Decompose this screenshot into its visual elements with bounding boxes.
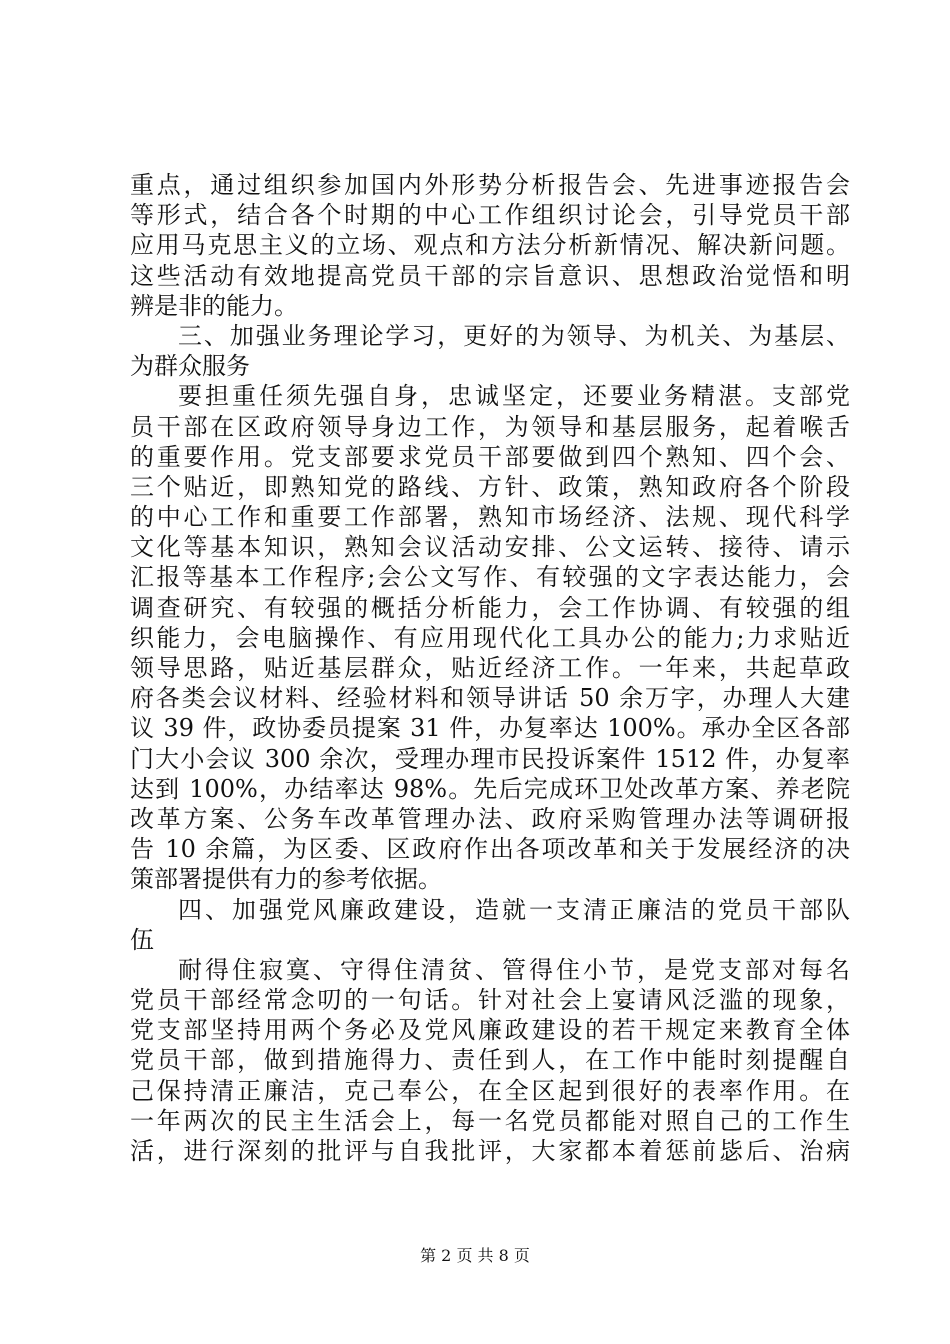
body-text-line: 达到 100%，办结率达 98%。先后完成环卫处改革方案、养老院 <box>130 774 850 803</box>
body-text-line: 领导思路，贴近基层群众，贴近经济工作。一年来，共起草政 <box>130 654 850 682</box>
body-text-line: 耐得住寂寞、守得住清贫、管得住小节，是党支部对每名 <box>178 955 850 984</box>
body-text-line: 党员干部经常念叨的一句话。针对社会上宴请风泛滥的现象， <box>130 986 850 1015</box>
body-text-line: 的中心工作和重要工作部署，熟知市场经济、法规、现代科学 <box>130 503 850 532</box>
body-text-line: 调查研究、有较强的概括分析能力，会工作协调、有较强的组 <box>130 593 850 622</box>
body-text-line: 己保持清正廉洁，克己奉公，在全区起到很好的表率作用。在 <box>130 1076 850 1105</box>
body-text-line: 一年两次的民主生活会上，每一名党员都能对照自己的工作生 <box>130 1106 850 1135</box>
body-text-line: 文化等基本知识，熟知会议活动安排、公文运转、接待、请示 <box>130 533 850 562</box>
body-text-line: 伍 <box>130 925 154 954</box>
body-text-line: 重点，通过组织参加国内外形势分析报告会、先进事迹报告会 <box>130 171 850 199</box>
body-text-line: 活，进行深刻的批评与自我批评，大家都本着惩前毖后、治病 <box>130 1137 850 1165</box>
document-body <box>130 170 850 1166</box>
body-text-line: 门大小会议 300 余次，受理办理市民投诉案件 1512 件，办复率 <box>130 744 850 773</box>
body-text-line: 府各类会议材料、经验材料和领导讲话 50 余万字，办理人大建 <box>130 684 850 713</box>
body-text-line: 织能力，会电脑操作、有应用现代化工具办公的能力;力求贴近 <box>130 623 850 652</box>
body-text-line: 要担重任须先强自身，忠诚坚定，还要业务精湛。支部党 <box>178 382 850 411</box>
body-text-line: 汇报等基本工作程序;会公文写作、有较强的文字表达能力，会 <box>130 563 850 592</box>
body-text-line: 策部署提供有力的参考依据。 <box>130 865 442 894</box>
body-text-line: 的重要作用。党支部要求党员干部要做到四个熟知、四个会、 <box>130 442 850 471</box>
body-text-line: 党员干部，做到措施得力、责任到人，在工作中能时刻提醒自 <box>130 1046 850 1075</box>
body-text-line: 议 39 件，政协委员提案 31 件，办复率达 100%。承办全区各部 <box>130 714 850 743</box>
body-text-line: 改革方案、公务车改革管理办法、政府采购管理办法等调研报 <box>130 804 850 833</box>
body-text-line: 员干部在区政府领导身边工作，为领导和基层服务，起着喉舌 <box>130 412 850 441</box>
body-text-line: 应用马克思主义的立场、观点和方法分析新情况、解决新问题。 <box>130 231 850 260</box>
body-text-line: 辨是非的能力。 <box>130 291 298 320</box>
body-text-line: 三个贴近，即熟知党的路线、方针、政策，熟知政府各个阶段 <box>130 472 850 501</box>
body-text-line: 党支部坚持用两个务必及党风廉政建设的若干规定来教育全体 <box>130 1016 850 1045</box>
body-text-line: 为群众服务 <box>130 352 250 381</box>
body-text-line: 等形式，结合各个时期的中心工作组织讨论会，引导党员干部 <box>130 201 850 230</box>
body-text-line: 这些活动有效地提高党员干部的宗旨意识、思想政治觉悟和明 <box>130 261 850 290</box>
body-text-line: 告 10 余篇，为区委、区政府作出各项改革和关于发展经济的决 <box>130 835 850 864</box>
body-text-line: 三、加强业务理论学习，更好的为领导、为机关、为基层、 <box>178 321 850 350</box>
page-footer: 第 2 页 共 8 页 <box>420 1246 530 1265</box>
body-text-line: 四、加强党风廉政建设，造就一支清正廉洁的党员干部队 <box>178 895 850 924</box>
